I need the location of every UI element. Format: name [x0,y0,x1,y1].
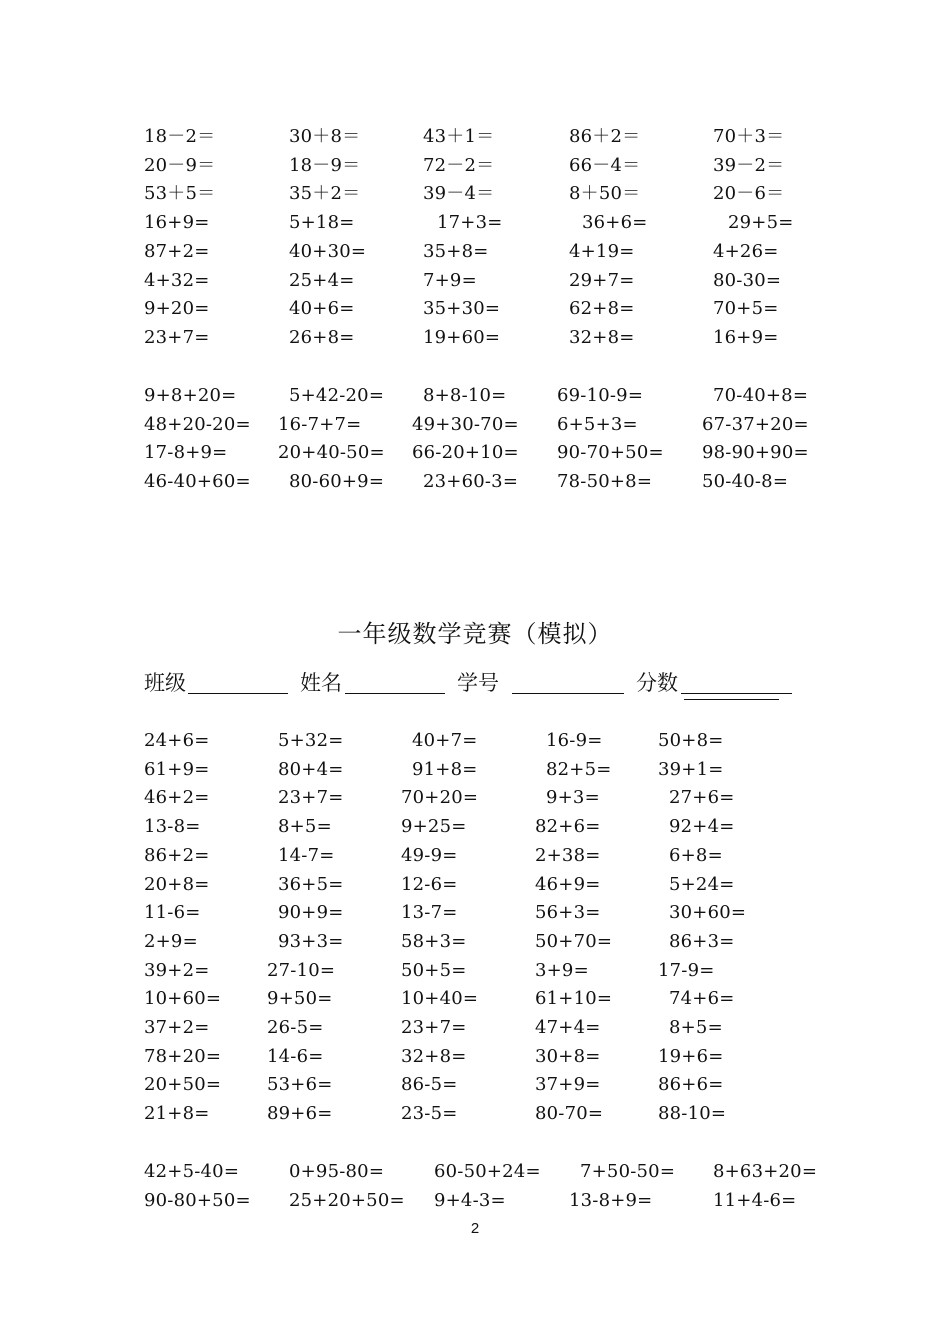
math-problem: 16-7+7= [278,413,362,435]
math-problem: 47+4= [535,1017,601,1038]
section3-problem-row [0,727,950,755]
math-problem: 39－2＝ [713,154,785,176]
math-problem: 87+2= [144,240,210,262]
class-label: 班级 [144,671,186,695]
math-problem: 93+3= [278,930,344,952]
math-problem: 61+9= [144,758,210,780]
section1-problem-row [0,324,950,352]
math-problem: 91+8= [412,758,478,780]
section2-problem-row [0,382,950,410]
math-problem: 5+32= [278,730,344,751]
section1-problem-row [0,238,950,266]
math-problem: 14-6= [267,1045,324,1067]
id-blank [512,693,624,694]
math-problem: 20－9＝ [144,154,216,176]
math-problem: 30+8= [535,1045,601,1067]
section3-problem-row [0,1014,950,1042]
math-problem: 35＋2＝ [289,183,361,205]
score-blank [681,693,792,694]
math-problem: 70-40+8= [713,385,809,406]
math-problem: 8＋50＝ [569,183,641,205]
math-problem: 86＋2＝ [569,126,641,147]
math-problem: 30+60= [669,902,747,924]
math-problem: 35+8= [423,240,489,262]
section3-problem-row [0,985,950,1013]
math-problem: 7+50-50= [580,1161,676,1182]
math-problem: 10+60= [144,988,222,1010]
math-problem: 17+3= [437,212,503,234]
math-problem: 70+20= [401,787,479,809]
name-blank [345,693,445,694]
math-problem: 70＋3＝ [713,126,785,147]
math-problem: 29+5= [728,212,794,234]
math-problem: 18－9＝ [289,154,361,176]
math-problem: 49+30-70= [412,413,519,435]
section3-problem-row [0,928,950,956]
section3-problem-row [0,957,950,985]
math-problem: 66－4＝ [569,154,641,176]
math-problem: 14-7= [278,844,335,866]
math-problem: 0+95-80= [289,1161,385,1182]
math-problem: 56+3= [535,902,601,924]
student-info-row [0,666,950,700]
section1-problem-row [0,295,950,323]
math-problem: 86+2= [144,844,210,866]
math-problem: 12-6= [401,873,458,895]
math-problem: 90-80+50= [144,1189,251,1211]
math-problem: 40+30= [289,240,367,262]
math-problem: 80-30= [713,269,782,291]
section1-problem-row [0,209,950,237]
math-problem: 23+7= [401,1017,467,1038]
math-problem: 80-70= [535,1103,604,1125]
math-problem: 2+9= [144,930,198,952]
math-problem: 90+9= [278,902,344,924]
section2-problem-row [0,468,950,496]
section4-problem-row [0,1158,950,1186]
math-problem: 8+63+20= [713,1161,818,1182]
math-problem: 67-37+20= [702,413,809,435]
math-problem: 37+2= [144,1017,210,1038]
math-problem: 11-6= [144,902,201,924]
page-title: 一年级数学竞赛（模拟） [337,620,613,648]
math-problem: 49-9= [401,844,458,866]
section1-problem-row [0,152,950,180]
math-problem: 16+9= [144,212,210,234]
class-blank [188,693,288,694]
score-label: 分数 [636,671,678,695]
math-problem: 9+25= [401,816,467,838]
math-problem: 39－4＝ [423,183,495,205]
math-problem: 24+6= [144,730,210,751]
section3-problem-row [0,784,950,812]
math-problem: 7+9= [423,269,477,291]
math-problem: 86+3= [669,930,735,952]
math-problem: 82+5= [546,758,612,780]
math-problem: 9+20= [144,298,210,320]
math-problem: 60-50+24= [434,1161,541,1182]
math-problem: 35+30= [423,298,501,320]
math-problem: 72－2＝ [423,154,495,176]
math-problem: 92+4= [669,816,735,838]
math-problem: 6+8= [669,844,723,866]
math-problem: 3+9= [535,959,589,981]
math-problem: 23+60-3= [423,471,519,493]
math-problem: 62+8= [569,298,635,320]
math-problem: 36+6= [582,212,648,234]
math-problem: 50+8= [658,730,724,751]
math-problem: 53＋5＝ [144,183,216,205]
math-problem: 5+42-20= [289,385,385,406]
section3-problem-row [0,899,950,927]
math-problem: 5+18= [289,212,355,234]
math-problem: 26+8= [289,326,355,348]
math-problem: 9+4-3= [434,1189,506,1211]
math-problem: 20－6＝ [713,183,785,205]
math-problem: 23+7= [144,326,210,348]
math-problem: 21+8= [144,1103,210,1125]
math-problem: 36+5= [278,873,344,895]
math-problem: 80+4= [278,758,344,780]
math-problem: 17-9= [658,959,715,981]
math-problem: 46+2= [144,787,210,809]
math-problem: 29+7= [569,269,635,291]
math-problem: 9+3= [546,787,600,809]
math-problem: 48+20-20= [144,413,251,435]
section1-problem-row [0,267,950,295]
math-problem: 8+5= [278,816,332,838]
math-problem: 25+4= [289,269,355,291]
math-problem: 16+9= [713,326,779,348]
math-problem: 86-5= [401,1074,458,1096]
section3-problem-row [0,1071,950,1099]
math-problem: 20+50= [144,1074,222,1096]
math-problem: 9+8+20= [144,385,237,406]
name-label: 姓名 [300,671,342,695]
math-problem: 19+6= [658,1045,724,1067]
math-problem: 19+60= [423,326,501,348]
math-problem: 70+5= [713,298,779,320]
math-problem: 6+5+3= [557,413,638,435]
math-problem: 13-8+9= [569,1189,653,1211]
id-label: 学号 [457,671,499,695]
section2-problem-row [0,411,950,439]
math-problem: 32+8= [401,1045,467,1067]
math-problem: 20+8= [144,873,210,895]
math-problem: 46-40+60= [144,471,251,493]
math-problem: 58+3= [401,930,467,952]
section1-problem-row [0,123,950,151]
math-problem: 40+6= [289,298,355,320]
math-problem: 78+20= [144,1045,222,1067]
math-problem: 50-40-8= [702,471,789,493]
math-problem: 8+5= [669,1017,723,1038]
math-problem: 82+6= [535,816,601,838]
section3-problem-row [0,756,950,784]
math-problem: 50+5= [401,959,467,981]
math-problem: 86+6= [658,1074,724,1096]
math-problem: 17-8+9= [144,442,228,464]
math-problem: 40+7= [412,730,478,751]
math-problem: 69-10-9= [557,385,644,406]
page-number: 2 [470,1220,480,1237]
math-problem: 23-5= [401,1103,458,1125]
math-problem: 43＋1＝ [423,126,495,147]
math-problem: 10+40= [401,988,479,1010]
math-problem: 4+26= [713,240,779,262]
math-problem: 4+19= [569,240,635,262]
math-problem: 18－2＝ [144,126,216,147]
math-problem: 89+6= [267,1103,333,1125]
math-problem: 39+2= [144,959,210,981]
math-problem: 4+32= [144,269,210,291]
math-problem: 26-5= [267,1017,324,1038]
math-problem: 66-20+10= [412,442,519,464]
math-problem: 20+40-50= [278,442,385,464]
math-problem: 13-7= [401,902,458,924]
section3-problem-row [0,842,950,870]
math-problem: 16-9= [546,730,603,751]
section3-problem-row [0,813,950,841]
math-problem: 2+38= [535,844,601,866]
math-problem: 88-10= [658,1103,727,1125]
section3-problem-row [0,871,950,899]
math-problem: 80-60+9= [289,471,385,493]
math-problem: 61+10= [535,988,613,1010]
math-problem: 11+4-6= [713,1189,797,1211]
math-problem: 13-8= [144,816,201,838]
section4-problem-row [0,1187,950,1215]
math-problem: 98-90+90= [702,442,809,464]
math-problem: 9+50= [267,988,333,1010]
math-problem: 37+9= [535,1074,601,1096]
math-problem: 42+5-40= [144,1161,240,1182]
section3-problem-row [0,1100,950,1128]
math-problem: 27-10= [267,959,336,981]
section2-problem-row [0,439,950,467]
math-problem: 8+8-10= [423,385,507,406]
math-problem: 46+9= [535,873,601,895]
math-problem: 90-70+50= [557,442,664,464]
math-problem: 23+7= [278,787,344,809]
math-problem: 74+6= [669,988,735,1010]
math-problem: 50+70= [535,930,613,952]
math-problem: 78-50+8= [557,471,653,493]
math-problem: 39+1= [658,758,724,780]
math-problem: 27+6= [669,787,735,809]
score-underline-extra [684,699,779,700]
math-problem: 53+6= [267,1074,333,1096]
math-problem: 25+20+50= [289,1189,405,1211]
section1-problem-row [0,180,950,208]
math-problem: 5+24= [669,873,735,895]
math-problem: 32+8= [569,326,635,348]
section3-problem-row [0,1043,950,1071]
math-problem: 30＋8＝ [289,126,361,147]
